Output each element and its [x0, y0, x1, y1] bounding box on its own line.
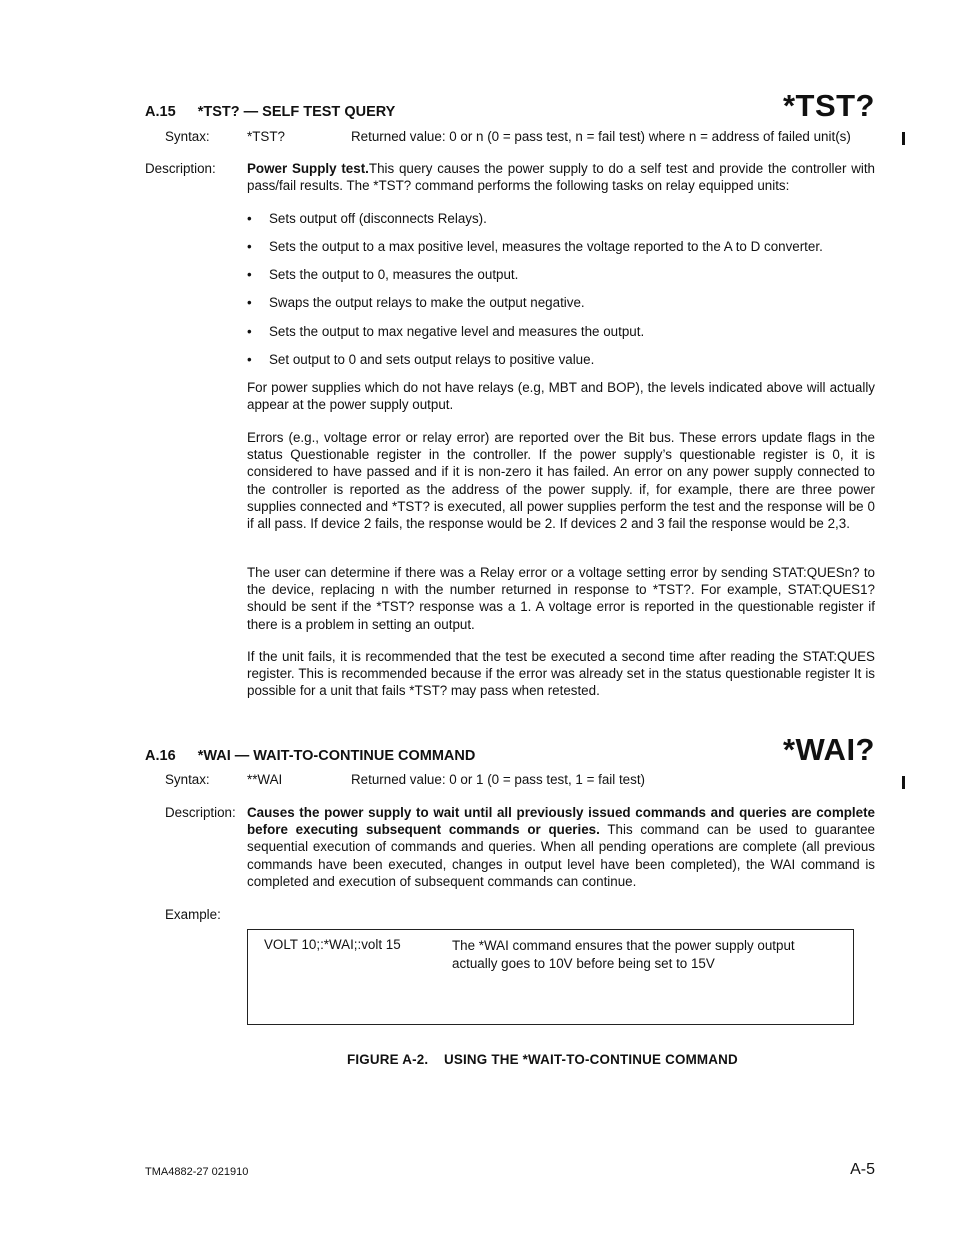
paragraph-relays: For power supplies which do not have relays (e.g, MBT and BOP), the levels indicated above will actually appear at the power supply output.: [247, 380, 875, 413]
description-label: Description:: [145, 161, 216, 176]
syntax-return-value: Returned value: 0 or 1 (0 = pass test, 1 = fail test): [351, 772, 646, 787]
syntax-command: *TST?: [247, 129, 285, 144]
paragraph-retest: If the unit fails, it is recommended that the test be executed a second time after reading the STAT:QUES register. This is recommended because if the error was already set in the status questionable register It is possible for a unit that fails *TST? may pass when retested.: [247, 649, 875, 699]
section-title: *TST? — SELF TEST QUERY: [197, 104, 396, 120]
section-a16-big-title: *WAI?: [782, 732, 875, 767]
description-bold-lead: Power Supply test.: [247, 161, 369, 176]
bullet-text: Set output to 0 and sets output relays to positive value.: [269, 352, 595, 367]
bullet-text: Sets output off (disconnects Relays).: [269, 211, 487, 226]
paragraph-errors: Errors (e.g., voltage error or relay error) are reported over the Bit bus. These errors update flags in the status Questionable register in the controller. If the power supply’s questionable register is 0, it is considered to have passed and if it is non-zero it has failed. An error on any power supply connected to the controller is reported as the address of the power supply. if, for example, there are three power supplies connected and *TST? is executed, all power supplies perform the test and the response will be 0 if all pass. If device 2 fails, the response would be 2. If devices 2 and 3 fail the response would be 2,3.: [247, 430, 875, 532]
bullet-text: Sets the output to max negative level and measures the output.: [269, 324, 645, 339]
example-command: VOLT 10;:*WAI;:volt 15: [264, 937, 401, 952]
section-a15-heading: [145, 104, 395, 120]
section-title: *WAI — WAIT-TO-CONTINUE COMMAND: [197, 748, 476, 764]
list-item: [247, 323, 875, 340]
syntax-label: Syntax:: [165, 772, 210, 787]
list-item: [247, 266, 875, 283]
bullet-list: [247, 210, 875, 370]
change-bar: [902, 776, 905, 789]
figure-caption: FIGURE A-2. USING THE *WAIT-TO-CONTINUE COMMAND: [347, 1052, 738, 1067]
bullet-icon: •: [247, 267, 252, 282]
paragraph-stat-ques: The user can determine if there was a Relay error or a voltage setting error by sending STAT:QUESn? to the device, replacing n with the number returned in response to *TST?. For example, STAT:QUES1? should be sent if the *TST? response was a 1. A voltage error is reported in the questionable register if there is a problem in setting an output.: [247, 565, 875, 632]
syntax-label: Syntax:: [165, 129, 210, 144]
description-paragraph: [247, 160, 875, 194]
example-box: [247, 929, 854, 1025]
example-label: Example:: [165, 907, 221, 922]
bullet-icon: •: [247, 295, 252, 310]
syntax-command: **WAI: [247, 772, 283, 787]
section-a16-heading: [145, 748, 475, 764]
list-item: [247, 294, 875, 311]
bullet-icon: •: [247, 324, 252, 339]
list-item: [247, 238, 875, 255]
section-a15-big-title: *TST?: [782, 88, 875, 123]
example-comment: The *WAI command ensures that the power supply output actually goes to 10V before being set to 15V: [452, 938, 795, 971]
bullet-icon: •: [247, 352, 252, 367]
list-item: [247, 210, 875, 227]
bullet-text: Sets the output to 0, measures the output.: [269, 267, 519, 282]
description-text: This query causes the power supply to do a self test and provide the controller with pass/fail results. The *TST? command performs the following tasks on relay equipped units:: [247, 161, 876, 194]
bullet-icon: •: [247, 211, 252, 226]
bullet-icon: •: [247, 239, 252, 254]
description-bold-lead: Causes the power supply to wait until all previously issued commands and queries are complete before executing subsequent commands or queries.: [247, 805, 875, 838]
syntax-return-value: Returned value: 0 or n (0 = pass test, n = fail test) where n = address of failed unit(s): [351, 129, 851, 144]
description-text: This command can be used to guarantee sequential execution of commands and queries. When all pending operations are complete (all previous commands have been executed, changes in output level have been completed), the WAI command is completed and execution of subsequent commands can continue.: [247, 822, 876, 889]
footer-page-number: A-5: [850, 1161, 875, 1178]
description-paragraph: [247, 804, 875, 890]
bullet-text: Sets the output to a max positive level, measures the voltage reported to the A to D converter.: [269, 239, 823, 254]
footer-doc-id: TMA4882-27 021910: [145, 1166, 249, 1178]
section-number: A.15: [145, 104, 176, 120]
list-item: [247, 351, 875, 368]
description-label: Description:: [165, 805, 236, 820]
change-bar: [902, 132, 905, 145]
bullet-text: Swaps the output relays to make the output negative.: [269, 295, 585, 310]
section-number: A.16: [145, 748, 176, 764]
